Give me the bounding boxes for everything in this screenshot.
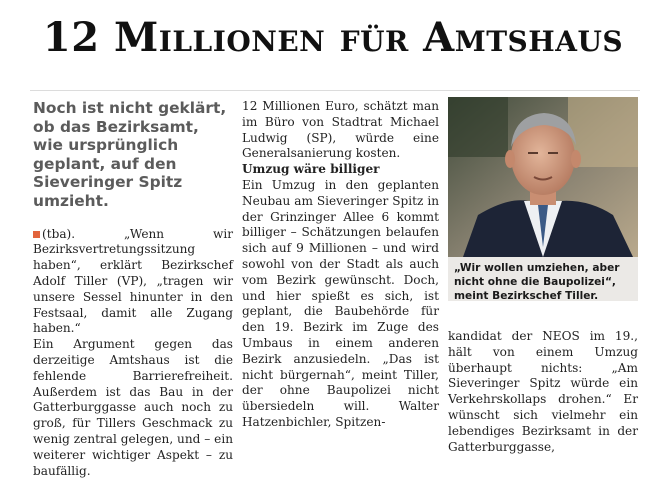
paragraph-intro-text: „Wenn wir Bezirksvertretungssitzung haben“, erklärt Bezirkschef Adolf Tiller (VP), „tragen wir unsere Sessel hinunter in den Festsaal, damit alle Zugang haben.“ bbox=[33, 226, 233, 336]
photo-caption bbox=[448, 257, 638, 301]
subheading: Umzug wäre billiger bbox=[242, 162, 380, 177]
article-deck: Noch ist nicht geklärt, ob das Bezirksamt, wie ursprünglich geplant, auf den Sieveringer Spitz umzieht. bbox=[33, 99, 227, 210]
paragraph-neos: kandidat der NEOS im 19., hält von einem Umzug überhaupt nichts: „Am Sieveringer Spitz würde ein Verkehrskollaps drohen.“ Er wünscht sich vielmehr ein lebendiges Bezirksamt in der Gatterburggasse, bbox=[448, 329, 638, 454]
caption-quote: „Wir wollen umziehen, aber nicht ohne die Baupolizei“, bbox=[454, 262, 620, 288]
paragraph-argument: Ein Argument gegen das derzeitige Amtshaus ist die fehlende Barrierefreiheit. Außerdem ist das Bau in der Gatterburggasse auch noch zu groß, für Tillers Geschmack zu wenig zentral gelegen, und – ein weiterer wichtiger Aspekt – zu baufällig. bbox=[33, 337, 233, 478]
section-marker-icon bbox=[33, 231, 40, 238]
column-3 bbox=[448, 329, 638, 455]
paragraph-intro bbox=[33, 227, 233, 338]
paragraph-move: Ein Umzug in den geplanten Neubau am Sieveringer Spitz in der Grinzinger Allee 6 kommt billiger – Schätzungen belaufen sich auf 9 Millionen – und wird sowohl von der Stadt als auch vom Bezirk gewünscht. Doch, und hier spießt es sich, ist geplant, die Baubehörde für den 19. Bezirk im Zuge des Umbaus in einem anderen Bezirk anzusiedeln. „Das ist nicht bürgernah“, meint Tiller, der ohne Baupolizei nicht übersiedeln will. Walter Hatzenbichler, Spitzen- bbox=[242, 177, 439, 429]
source-tag: (tba). bbox=[42, 226, 76, 241]
column-1 bbox=[33, 99, 233, 479]
article-panel bbox=[30, 90, 640, 478]
column-2 bbox=[242, 99, 439, 431]
portrait-photo bbox=[448, 97, 638, 257]
caption-attribution: meint Bezirkschef Tiller. bbox=[454, 290, 599, 302]
headline: 12 Millionen für Amtshaus bbox=[42, 14, 624, 61]
portrait-image bbox=[448, 97, 638, 257]
paragraph-cost: 12 Millionen Euro, schätzt man im Büro von Stadtrat Michael Ludwig (SP), würde eine Generalsanierung kosten. bbox=[242, 99, 439, 161]
